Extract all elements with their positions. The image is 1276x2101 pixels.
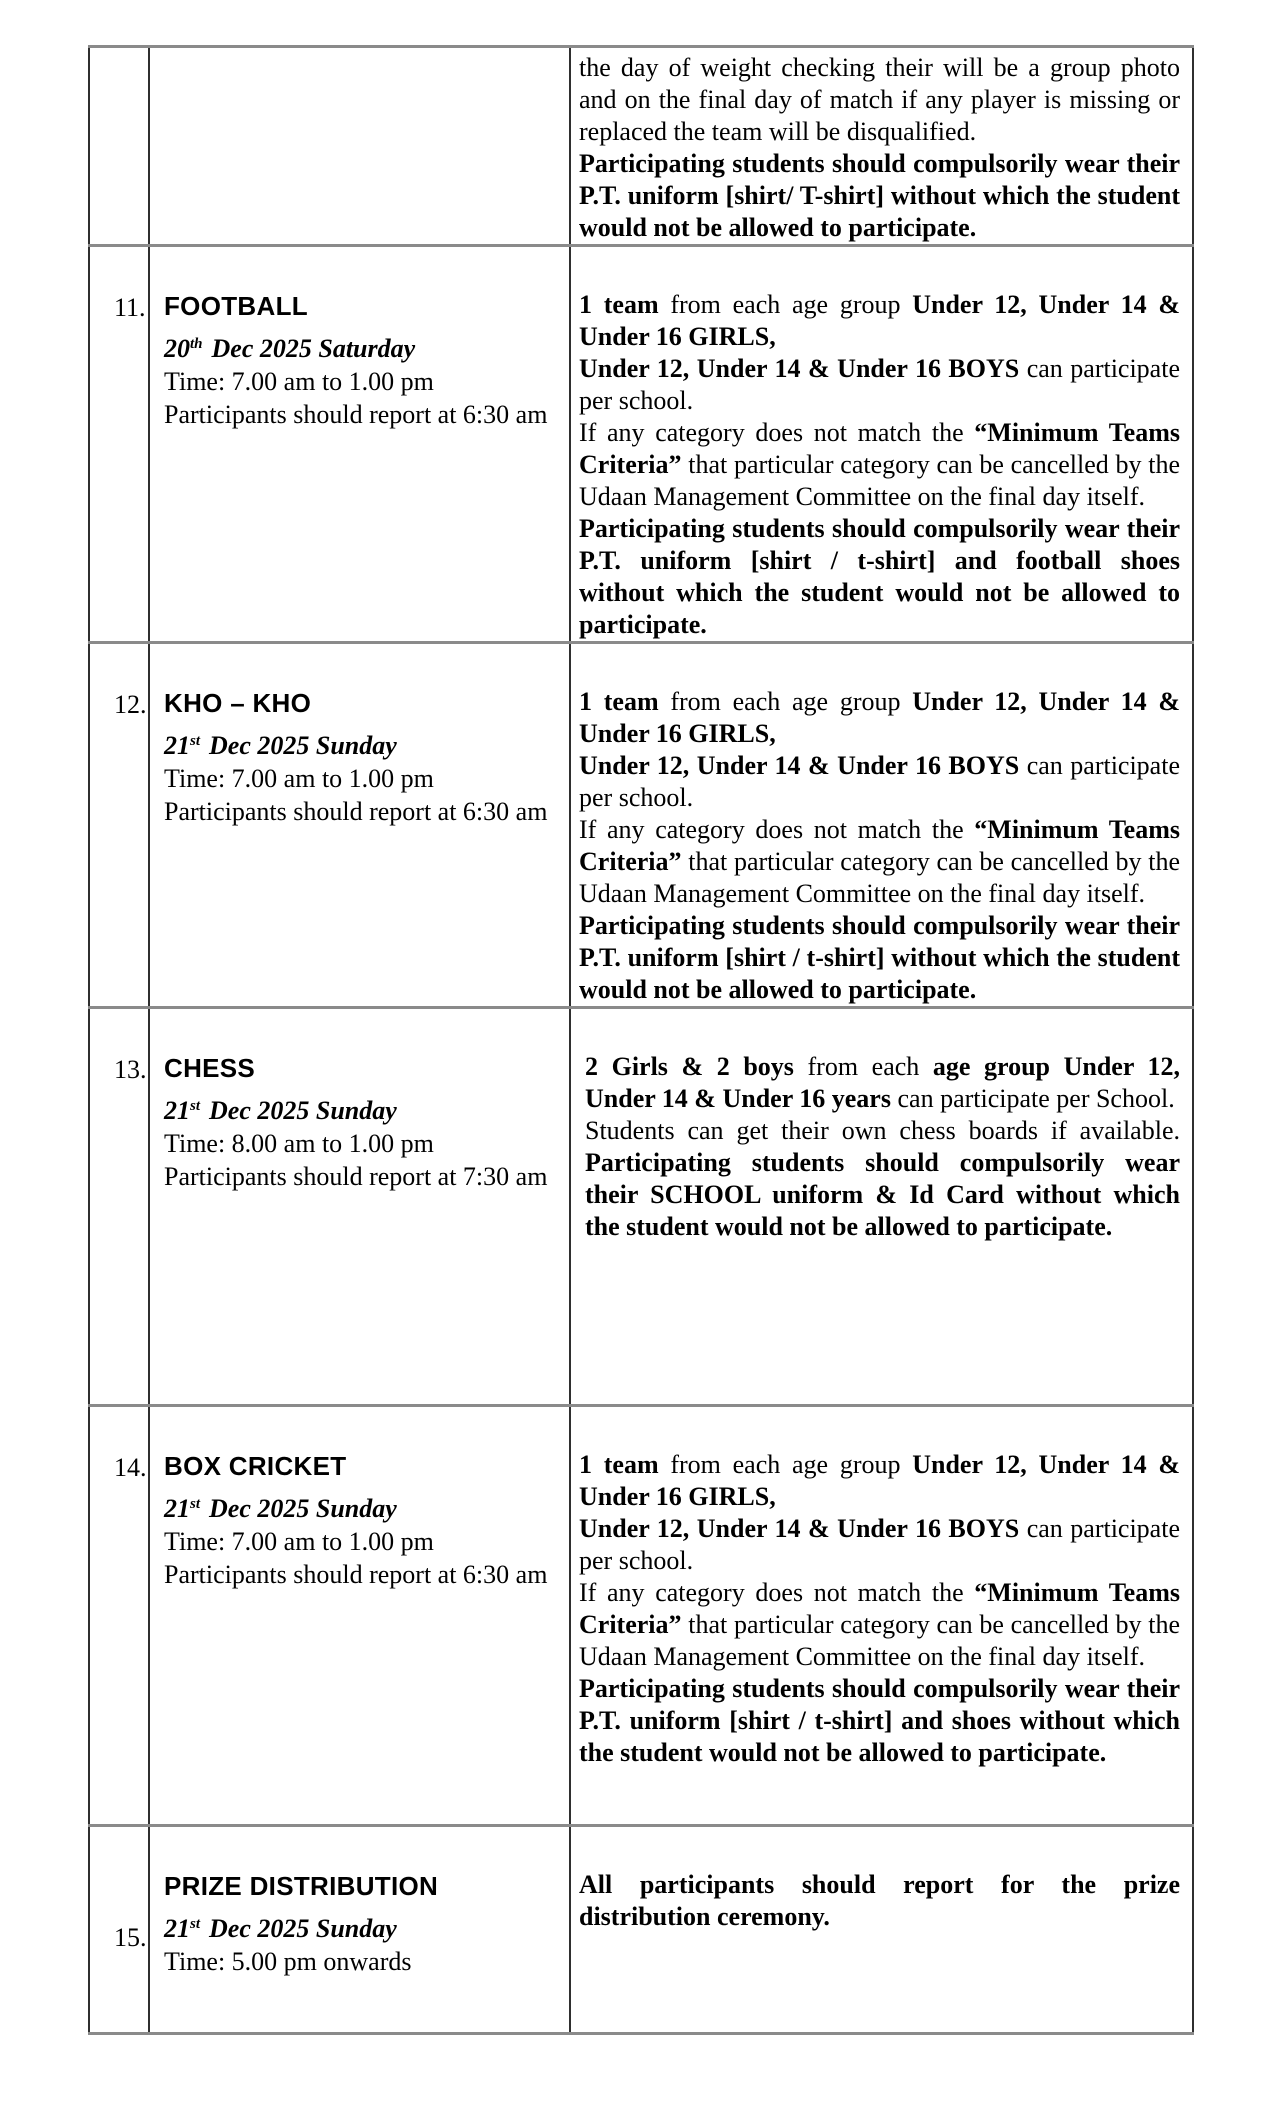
details-paragraph (579, 910, 1180, 1006)
details-cell (570, 1406, 1193, 1826)
event-cell (149, 643, 570, 1008)
details-paragraph (579, 513, 1180, 641)
text-run: Under 12, Under 14 & Under 16 GIRLS, (579, 687, 1180, 748)
event-report-time: Participants should report at 6:30 am (164, 400, 548, 429)
event-time: Time: 5.00 pm onwards (164, 1947, 412, 1976)
details-paragraph (579, 1513, 1180, 1577)
date-rest: Dec 2025 Sunday (209, 731, 397, 760)
text-run: If any category does not match the (579, 815, 975, 844)
table-row-continuation (89, 47, 1193, 246)
text-run: Under 12, Under 14 & Under 16 BOYS (579, 751, 1020, 780)
details-cell (570, 1008, 1193, 1406)
event-date (164, 725, 559, 762)
text-run: the day of weight checking their will be a group photo and on the final day of match if any player is missing or replaced the team will be disqualified. (579, 53, 1180, 146)
text-run: from each age group (658, 290, 913, 319)
row-number-cell (89, 1826, 149, 2034)
text-run: from each (793, 1052, 933, 1081)
event-time: Time: 7.00 am to 1.00 pm (164, 1527, 434, 1556)
row-number-cell (89, 1008, 149, 1406)
event-date (164, 1908, 559, 1945)
details-paragraph (579, 1115, 1180, 1243)
date-day: 21 (164, 1914, 190, 1943)
event-time: Time: 7.00 am to 1.00 pm (164, 367, 434, 396)
text-run: that particular category can be cancelled by the Udaan Management Committee on the final day itself. (579, 450, 1180, 511)
table-row-14 (89, 1406, 1193, 1826)
event-name: KHO – KHO (164, 688, 312, 718)
row-number-cell (89, 643, 149, 1008)
text-run: Under 12, Under 14 & Under 16 GIRLS, (579, 290, 1180, 351)
date-rest: Dec 2025 Saturday (211, 334, 416, 363)
text-run: “Minimum Teams Criteria” (579, 418, 1181, 479)
row-number: 12. (114, 690, 147, 719)
text-run: can participate per school. (579, 354, 1180, 415)
event-date (164, 1090, 559, 1127)
event-cell (149, 47, 570, 246)
text-run: “Minimum Teams Criteria” (579, 815, 1181, 876)
table-row-12 (89, 643, 1193, 1008)
details-paragraph (579, 1577, 1180, 1673)
date-ordinal-suffix: st (190, 733, 201, 749)
details-paragraph (579, 353, 1180, 417)
text-run: from each age group (658, 687, 913, 716)
details-paragraph (579, 750, 1180, 814)
event-name: CHESS (164, 1053, 256, 1083)
details-paragraph (579, 148, 1180, 244)
text-run: 2 Girls & 2 boys (585, 1052, 794, 1081)
text-run: If any category does not match the (579, 418, 975, 447)
event-date (164, 328, 559, 365)
event-cell (149, 1008, 570, 1406)
details-paragraph (579, 417, 1180, 513)
date-ordinal-suffix: th (190, 336, 203, 352)
details-cell (570, 246, 1193, 643)
text-run: 1 team (579, 1450, 659, 1479)
date-rest: Dec 2025 Sunday (209, 1494, 397, 1523)
text-run: can participate per school. (579, 1514, 1180, 1575)
text-run: that particular category can be cancelled by the Udaan Management Committee on the final day itself. (579, 1610, 1180, 1671)
details-cell (570, 643, 1193, 1008)
row-number: 14. (114, 1453, 147, 1482)
date-rest: Dec 2025 Sunday (209, 1096, 397, 1125)
event-report-time: Participants should report at 6:30 am (164, 1560, 548, 1589)
table-row-15 (89, 1826, 1193, 2034)
event-date (164, 1488, 559, 1525)
event-cell (149, 1406, 570, 1826)
event-report-time: Participants should report at 6:30 am (164, 797, 548, 826)
details-paragraph (579, 1869, 1180, 1933)
text-run: Under 12, Under 14 & Under 16 BOYS (579, 1514, 1020, 1543)
text-run: Participating students should compulsorily wear their P.T. uniform [shirt / t-shirt] and shoes without which the student would not be allowed to participate. (579, 1674, 1180, 1767)
text-run: Participating students should compulsorily wear their SCHOOL uniform & Id Card without which the student would not be allowed to participate. (585, 1148, 1180, 1241)
row-number-cell (89, 1406, 149, 1826)
details-paragraph (579, 1449, 1180, 1513)
text-run: can participate per School. (890, 1084, 1175, 1113)
date-day: 21 (164, 1494, 190, 1523)
date-day: 20 (164, 334, 190, 363)
text-run: Under 12, Under 14 & Under 16 GIRLS, (579, 1450, 1180, 1511)
text-run: 1 team (579, 687, 659, 716)
text-run: can participate per school. (579, 751, 1180, 812)
event-time: Time: 8.00 am to 1.00 pm (164, 1129, 434, 1158)
event-time: Time: 7.00 am to 1.00 pm (164, 764, 434, 793)
details-paragraph (579, 1673, 1180, 1769)
row-number: 11. (114, 293, 146, 322)
text-run: age group Under 12, Under 14 & Under 16 years (585, 1052, 1180, 1113)
details-paragraph (579, 1051, 1180, 1115)
text-run: 1 team (579, 290, 659, 319)
date-ordinal-suffix: st (190, 1098, 201, 1114)
date-day: 21 (164, 731, 190, 760)
date-day: 21 (164, 1096, 190, 1125)
date-ordinal-suffix: st (190, 1496, 201, 1512)
event-name: FOOTBALL (164, 291, 308, 321)
details-cell (570, 1826, 1193, 2034)
date-rest: Dec 2025 Sunday (209, 1914, 397, 1943)
event-cell (149, 1826, 570, 2034)
text-run: that particular category can be cancelled by the Udaan Management Committee on the final day itself. (579, 847, 1180, 908)
row-number-cell (89, 47, 149, 246)
text-run: Participating students should compulsorily wear their P.T. uniform [shirt/ T-shirt] without which the student would not be allowed to participate. (579, 149, 1180, 242)
event-cell (149, 246, 570, 643)
text-run: Participating students should compulsorily wear their P.T. uniform [shirt / t-shirt] and football shoes without which the student would not be allowed to participate. (579, 514, 1180, 639)
text-run: Students can get their own chess boards if available. (585, 1116, 1180, 1145)
event-schedule-table (88, 45, 1194, 2035)
details-paragraph (579, 289, 1180, 353)
details-cell (570, 47, 1193, 246)
text-run: All participants should report for the prize distribution ceremony. (579, 1870, 1180, 1931)
table-row-11 (89, 246, 1193, 643)
text-run: “Minimum Teams Criteria” (579, 1578, 1181, 1639)
details-paragraph (579, 686, 1180, 750)
details-paragraph (579, 52, 1180, 148)
row-number: 15. (114, 1923, 147, 1952)
details-paragraph (579, 814, 1180, 910)
row-number: 13. (114, 1055, 147, 1084)
date-ordinal-suffix: st (190, 1916, 201, 1932)
text-run: Participating students should compulsorily wear their P.T. uniform [shirt / t-shirt] without which the student would not be allowed to participate. (579, 911, 1180, 1004)
event-report-time: Participants should report at 7:30 am (164, 1162, 548, 1191)
text-run: Under 12, Under 14 & Under 16 BOYS (579, 354, 1020, 383)
event-name: PRIZE DISTRIBUTION (164, 1871, 439, 1901)
text-run: from each age group (658, 1450, 913, 1479)
row-number-cell (89, 246, 149, 643)
event-name: BOX CRICKET (164, 1451, 347, 1481)
text-run: If any category does not match the (579, 1578, 975, 1607)
table-row-13 (89, 1008, 1193, 1406)
